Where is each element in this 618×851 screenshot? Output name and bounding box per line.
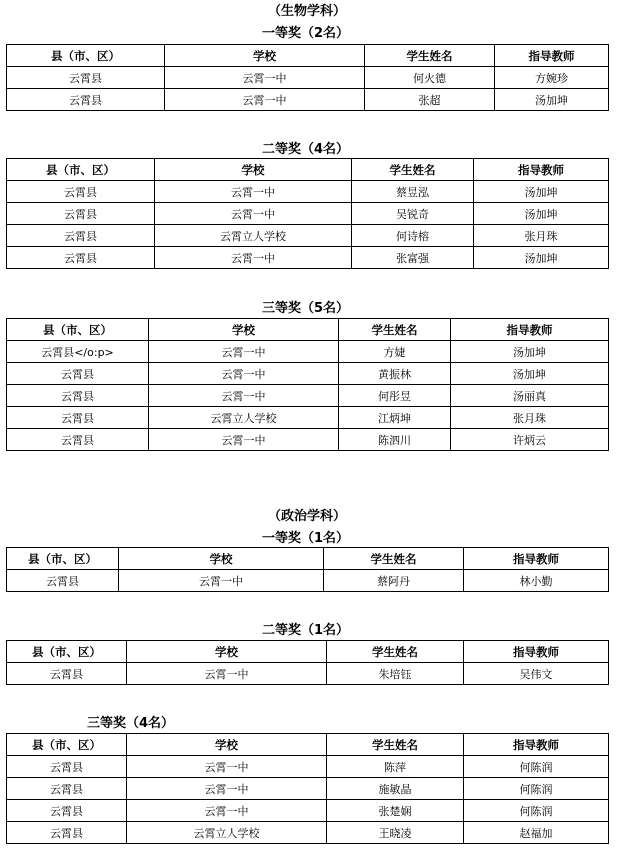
header-student: 学生姓名	[352, 159, 474, 181]
cell-student: 吴锐奇	[352, 203, 474, 225]
cell-teacher: 汤加坤	[451, 341, 609, 363]
cell-school: 云霄一中	[127, 756, 327, 778]
table-row	[7, 181, 609, 203]
header-school: 学校	[127, 734, 327, 756]
table-row	[7, 756, 609, 778]
table-header-row	[7, 641, 609, 663]
cell-teacher: 何陈润	[464, 778, 609, 800]
cell-school: 云霄一中	[149, 363, 339, 385]
cell-student: 陈萍	[327, 756, 464, 778]
cell-school: 云霄一中	[127, 778, 327, 800]
cell-student: 陈泗川	[339, 429, 451, 451]
cell-school: 云霄一中	[127, 663, 327, 685]
table-row	[7, 570, 609, 592]
header-county: 县（市、区）	[7, 734, 127, 756]
header-student: 学生姓名	[327, 641, 464, 663]
politics-second-prize-table	[6, 640, 609, 685]
table-row	[7, 429, 609, 451]
cell-school: 云霄一中	[155, 247, 352, 269]
cell-school: 云霄一中	[155, 181, 352, 203]
header-county: 县（市、区）	[7, 548, 119, 570]
cell-teacher: 汤加坤	[474, 203, 609, 225]
header-student: 学生姓名	[365, 45, 495, 67]
header-school: 学校	[127, 641, 327, 663]
cell-student: 方婕	[339, 341, 451, 363]
biology-first-prize-title: 一等奖（2名）	[262, 26, 350, 41]
biology-second-prize-table	[6, 158, 609, 269]
header-county: 县（市、区）	[7, 159, 155, 181]
cell-student: 张富强	[352, 247, 474, 269]
cell-county: 云霄县	[7, 407, 149, 429]
cell-school: 云霄一中	[149, 385, 339, 407]
cell-county: 云霄县	[7, 570, 119, 592]
cell-school: 云霄立人学校	[127, 822, 327, 844]
header-student: 学生姓名	[324, 548, 464, 570]
politics-subject-title: （政治学科）	[268, 509, 347, 524]
table-row	[7, 67, 609, 89]
cell-school: 云霄一中	[149, 429, 339, 451]
header-school: 学校	[149, 319, 339, 341]
cell-student: 何诗榕	[352, 225, 474, 247]
table-header-row	[7, 45, 609, 67]
header-student: 学生姓名	[327, 734, 464, 756]
cell-teacher: 汤加坤	[474, 181, 609, 203]
table-row	[7, 363, 609, 385]
cell-county: 云霄县	[7, 663, 127, 685]
cell-county: 云霄县	[7, 822, 127, 844]
cell-student: 张超	[365, 89, 495, 111]
cell-teacher: 许炳云	[451, 429, 609, 451]
header-teacher: 指导教师	[474, 159, 609, 181]
cell-county: 云霄县	[7, 778, 127, 800]
cell-county: 云霄县	[7, 247, 155, 269]
table-row	[7, 385, 609, 407]
cell-county: 云霄县	[7, 800, 127, 822]
cell-teacher: 何陈润	[464, 800, 609, 822]
cell-county: 云霄县	[7, 89, 165, 111]
header-student: 学生姓名	[339, 319, 451, 341]
table-header-row	[7, 734, 609, 756]
table-row	[7, 89, 609, 111]
cell-school: 云霄一中	[149, 341, 339, 363]
cell-student: 何彤昱	[339, 385, 451, 407]
header-county: 县（市、区）	[7, 319, 149, 341]
cell-teacher: 汤加坤	[474, 247, 609, 269]
header-school: 学校	[165, 45, 365, 67]
cell-school: 云霄一中	[155, 203, 352, 225]
politics-first-prize-title: 一等奖（1名）	[262, 531, 350, 546]
cell-student: 江炳坤	[339, 407, 451, 429]
biology-second-prize-title: 二等奖（4名）	[262, 142, 350, 157]
cell-student: 蔡昱泓	[352, 181, 474, 203]
header-teacher: 指导教师	[464, 548, 609, 570]
table-row	[7, 247, 609, 269]
politics-first-prize-table	[6, 547, 609, 592]
cell-teacher: 林小勤	[464, 570, 609, 592]
biology-first-prize-table	[6, 44, 609, 111]
cell-teacher: 何陈润	[464, 756, 609, 778]
header-teacher: 指导教师	[464, 641, 609, 663]
cell-student: 何火德	[365, 67, 495, 89]
cell-teacher: 吴伟文	[464, 663, 609, 685]
cell-county: 云霄县</o:p>	[7, 341, 149, 363]
table-header-row	[7, 319, 609, 341]
cell-student: 张楚娴	[327, 800, 464, 822]
table-row	[7, 778, 609, 800]
table-row	[7, 225, 609, 247]
table-header-row	[7, 548, 609, 570]
header-teacher: 指导教师	[495, 45, 609, 67]
cell-county: 云霄县	[7, 756, 127, 778]
cell-student: 施敏晶	[327, 778, 464, 800]
cell-school: 云霄一中	[119, 570, 324, 592]
cell-teacher: 汤加坤	[495, 89, 609, 111]
cell-school: 云霄一中	[165, 67, 365, 89]
header-teacher: 指导教师	[464, 734, 609, 756]
cell-student: 蔡阿丹	[324, 570, 464, 592]
cell-county: 云霄县	[7, 181, 155, 203]
header-county: 县（市、区）	[7, 641, 127, 663]
table-row	[7, 822, 609, 844]
cell-county: 云霄县	[7, 67, 165, 89]
cell-student: 朱培钰	[327, 663, 464, 685]
cell-teacher: 张月珠	[474, 225, 609, 247]
cell-teacher: 汤丽真	[451, 385, 609, 407]
biology-third-prize-title: 三等奖（5名）	[262, 301, 350, 316]
biology-subject-title: （生物学科）	[268, 4, 347, 19]
cell-school: 云霄一中	[165, 89, 365, 111]
cell-county: 云霄县	[7, 203, 155, 225]
header-school: 学校	[155, 159, 352, 181]
header-teacher: 指导教师	[451, 319, 609, 341]
cell-county: 云霄县	[7, 363, 149, 385]
politics-second-prize-title: 二等奖（1名）	[262, 623, 350, 638]
header-county: 县（市、区）	[7, 45, 165, 67]
cell-school: 云霄立人学校	[149, 407, 339, 429]
cell-county: 云霄县	[7, 225, 155, 247]
biology-third-prize-table	[6, 318, 609, 451]
header-school: 学校	[119, 548, 324, 570]
cell-student: 王晓凌	[327, 822, 464, 844]
table-row	[7, 203, 609, 225]
cell-county: 云霄县	[7, 429, 149, 451]
cell-teacher: 方婉珍	[495, 67, 609, 89]
table-row	[7, 663, 609, 685]
table-row	[7, 800, 609, 822]
table-header-row	[7, 159, 609, 181]
politics-third-prize-title: 三等奖（4名）	[87, 716, 175, 731]
cell-teacher: 张月珠	[451, 407, 609, 429]
cell-teacher: 汤加坤	[451, 363, 609, 385]
politics-third-prize-table	[6, 733, 609, 844]
cell-school: 云霄一中	[127, 800, 327, 822]
table-row	[7, 341, 609, 363]
cell-school: 云霄立人学校	[155, 225, 352, 247]
cell-teacher: 赵福加	[464, 822, 609, 844]
table-row	[7, 407, 609, 429]
cell-county: 云霄县	[7, 385, 149, 407]
cell-student: 黄振林	[339, 363, 451, 385]
